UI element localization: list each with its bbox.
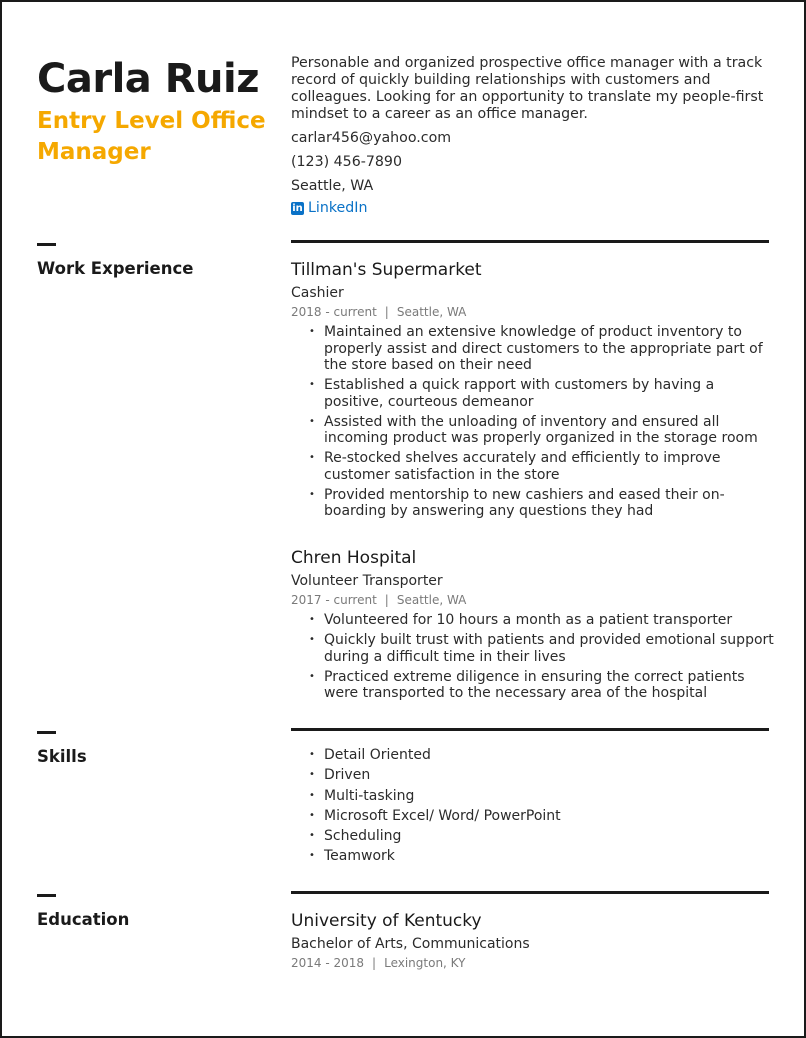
list-item: • Multi-tasking [307,788,777,805]
list-item: • Re-stocked shelves accurately and efficiently to improve customer satisfaction in the store [307,450,777,483]
job-dates: 2018 - current [291,305,377,319]
list-item: • Provided mentorship to new cashiers and eased their on-boarding by answering any questions they had [307,487,777,520]
list-item: • Scheduling [307,828,777,845]
linkedin-icon: in [292,203,303,214]
job-meta [291,593,466,608]
job-bullets [307,612,777,705]
email-address[interactable]: carlar456@yahoo.com [291,130,452,146]
section-divider [291,891,769,894]
phone-number: (123) 456-7890 [291,154,402,170]
section-divider [291,728,769,731]
education-location: Lexington, KY [384,956,466,970]
list-item: • Practiced extreme diligence in ensuring the correct patients were transported to the necessary area of the hospital [307,669,777,702]
list-item: • Volunteered for 10 hours a month as a patient transporter [307,612,777,629]
section-heading-education: Education [37,910,130,929]
list-item: • Assisted with the unloading of inventory and ensured all incoming product was properly organized in the storage room [307,414,777,447]
linkedin-label[interactable]: LinkedIn [308,200,368,216]
job-role: Cashier [291,285,344,301]
linkedin-link[interactable] [291,200,367,217]
school-name: University of Kentucky [291,911,482,931]
list-item: • Teamwork [307,848,777,865]
section-marker [37,731,56,734]
section-divider [291,240,769,243]
education-dates: 2014 - 2018 [291,956,365,970]
section-marker [37,243,56,246]
target-job-title: Entry Level Office Manager [37,108,266,165]
list-item: • Quickly built trust with patients and provided emotional support during a difficult time in their lives [307,632,777,665]
job-meta [291,305,466,320]
job-role: Volunteer Transporter [291,573,443,589]
job-bullets [307,324,777,523]
meta-separator: | [372,956,377,970]
meta-separator: | [384,305,389,319]
meta-separator: | [384,593,389,607]
section-heading-work: Work Experience [37,259,194,278]
location: Seattle, WA [291,178,374,194]
education-meta [291,956,465,971]
job-company: Chren Hospital [291,548,417,568]
section-marker [37,894,56,897]
list-item: • Microsoft Excel/ Word/ PowerPoint [307,808,777,825]
job-location: Seattle, WA [396,305,467,319]
job-company: Tillman's Supermarket [291,260,482,280]
professional-summary: Personable and organized prospective office manager with a track record of quickly building relationships with customers and colleagues. Looking for an opportunity to translate my people-first mindset to a career as an office manager. [291,55,764,122]
list-item: • Maintained an extensive knowledge of product inventory to properly assist and direct customers to the appropriate part of the store based on their need [307,324,777,374]
job-dates: 2017 - current [291,593,377,607]
degree: Bachelor of Arts, Communications [291,936,530,952]
list-item: • Detail Oriented [307,747,777,764]
job-location: Seattle, WA [396,593,467,607]
candidate-name: Carla Ruiz [37,56,259,102]
list-item: • Established a quick rapport with customers by having a positive, courteous demeanor [307,377,777,410]
section-heading-skills: Skills [37,747,87,766]
skills-list [307,747,777,869]
list-item: • Driven [307,767,777,784]
